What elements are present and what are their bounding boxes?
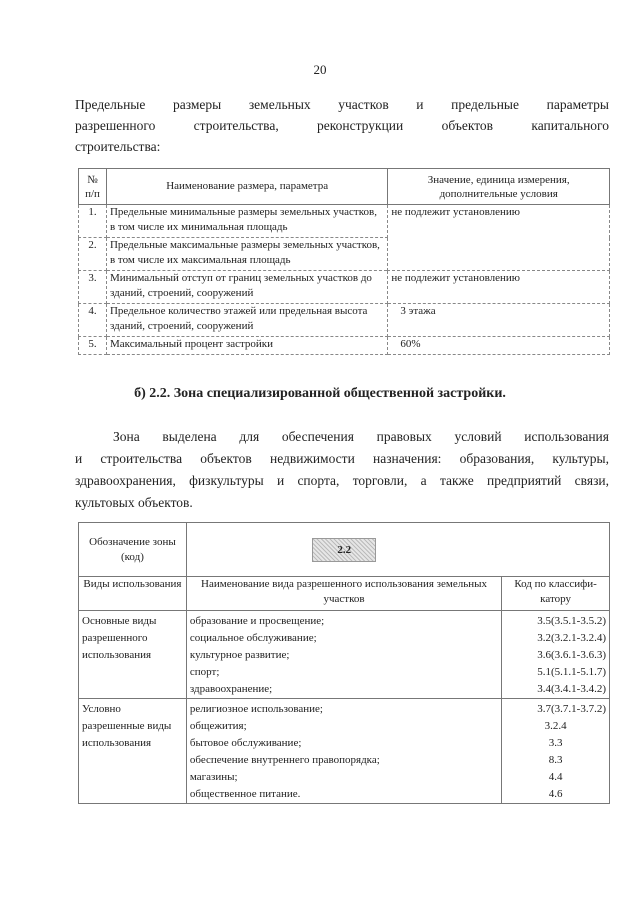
- page-number: 20: [313, 62, 327, 77]
- list-code: 3.2.4: [544, 720, 567, 732]
- list-code: 5.1(5.1.1-5.1.7): [537, 666, 606, 678]
- zone-line: культовых объектов.: [75, 495, 193, 510]
- table-row: [79, 271, 610, 304]
- list-item: социальное обслуживание;: [189, 632, 317, 644]
- row-value: не подлежит установлению: [388, 205, 610, 271]
- col-header-classifier-code: Код по классифи-катору: [502, 577, 610, 611]
- intro-paragraph: [75, 94, 609, 157]
- col-header-number: № п/п: [79, 169, 107, 205]
- intro-line: разрешенного строительства, реконструкции объектов капитального: [75, 118, 609, 133]
- row-value: 3 этажа: [388, 304, 610, 337]
- zone-code-cell: [186, 523, 501, 577]
- col-header-name: Наименование размера, параметра: [106, 169, 387, 205]
- list-item: культурное развитие;: [189, 649, 290, 661]
- zone-paragraph: [75, 426, 609, 514]
- zone-label: Обозначение зоны (код): [79, 523, 187, 577]
- group-label: Условно разрешенные виды использования: [79, 699, 187, 804]
- list-code: 3.3: [548, 737, 563, 749]
- group-codes: [502, 611, 610, 699]
- zone-line: и строительства объектов недвижимости назначения: образования, культуры,: [75, 451, 609, 466]
- intro-line: Предельные размеры земельных участков и предельные параметры: [75, 97, 609, 112]
- row-number: 3.: [79, 271, 107, 304]
- list-item: здравоохранение;: [189, 683, 273, 695]
- row-number: 5.: [79, 337, 107, 355]
- zone-uses-table: [78, 522, 610, 804]
- usage-group-main: [79, 611, 610, 699]
- row-name: Минимальный отступ от границ земельных участков до зданий, строений, сооружений: [106, 271, 387, 304]
- list-code: 3.7(3.7.1-3.7.2): [537, 703, 606, 715]
- list-item: бытовое обслуживание;: [189, 737, 302, 749]
- col-header-usage-types: Виды использования: [79, 577, 187, 611]
- zone-code-badge: 2.2: [312, 538, 376, 562]
- table-row: [79, 205, 610, 238]
- list-item: общежития;: [189, 720, 247, 732]
- empty-cell: [502, 523, 610, 577]
- list-code: 3.2(3.2.1-3.2.4): [537, 632, 606, 644]
- zone-line: здравоохранения, физкультуры и спорта, торговли, а также предприятий связи,: [75, 473, 609, 488]
- row-name: Предельные максимальные размеры земельных участков, в том числе их максимальная площадь: [106, 238, 387, 271]
- table-row: [79, 304, 610, 337]
- list-code: 4.4: [548, 771, 563, 783]
- group-items: [186, 699, 501, 804]
- parameters-table: [78, 168, 610, 355]
- list-code: 3.5(3.5.1-3.5.2): [537, 615, 606, 627]
- group-label: Основные виды разрешенного использования: [79, 611, 187, 699]
- list-item: обеспечение внутреннего правопорядка;: [189, 754, 380, 766]
- zone-line: Зона выделена для обеспечения правовых условий использования: [113, 429, 609, 444]
- row-value: 60%: [388, 337, 610, 355]
- intro-line: строительства:: [75, 139, 161, 154]
- list-item: спорт;: [189, 666, 220, 678]
- list-item: общественное питание.: [189, 788, 301, 800]
- row-name: Максимальный процент застройки: [106, 337, 387, 355]
- table-row: [79, 337, 610, 355]
- row-number: 1.: [79, 205, 107, 238]
- list-code: 4.6: [548, 788, 563, 800]
- group-codes: [502, 699, 610, 804]
- row-name: Предельные минимальные размеры земельных участков, в том числе их минимальная площадь: [106, 205, 387, 238]
- row-number: 4.: [79, 304, 107, 337]
- list-code: 3.6(3.6.1-3.6.3): [537, 649, 606, 661]
- usage-group-conditional: [79, 699, 610, 804]
- section-heading: б) 2.2. Зона специализированной общественной застройки.: [134, 386, 506, 401]
- list-item: образование и просвещение;: [189, 615, 325, 627]
- col-header-value: Значение, единица измерения, дополнительные условия: [388, 169, 610, 205]
- row-name: Предельное количество этажей или предельная высота зданий, строений, сооружений: [106, 304, 387, 337]
- group-items: [186, 611, 501, 699]
- list-code: 8.3: [548, 754, 563, 766]
- list-item: религиозное использование;: [189, 703, 323, 715]
- row-number: 2.: [79, 238, 107, 271]
- row-value: не подлежит установлению: [388, 271, 610, 304]
- list-code: 3.4(3.4.1-3.4.2): [537, 683, 606, 695]
- list-item: магазины;: [189, 771, 238, 783]
- col-header-usage-name: Наименование вида разрешенного использования земельных участков: [186, 577, 501, 611]
